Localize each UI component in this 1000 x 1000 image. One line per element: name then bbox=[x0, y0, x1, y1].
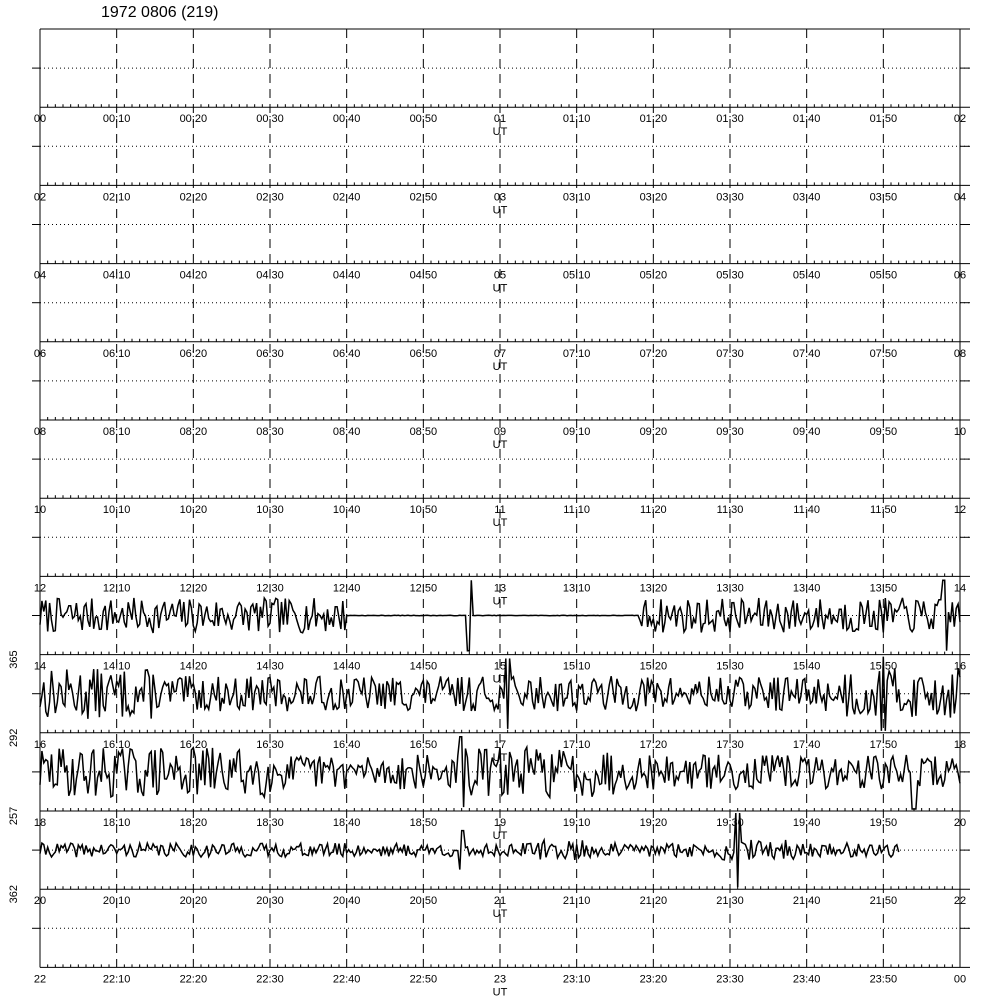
tick-label: 13:40 bbox=[792, 582, 821, 595]
tick-label: 05:30 bbox=[716, 269, 744, 282]
tick-label: 09:40 bbox=[792, 426, 821, 438]
tick-label: 09:10 bbox=[562, 426, 591, 438]
tick-label: 17:30 bbox=[716, 738, 744, 751]
tick-label: 04:10 bbox=[102, 269, 131, 282]
tick-label: 00 bbox=[953, 973, 967, 986]
tick-label: 14:20 bbox=[179, 660, 208, 673]
tick-label: 10:30 bbox=[256, 504, 284, 517]
tick-label: 13:50 bbox=[869, 582, 898, 595]
tick-label: 01 bbox=[493, 113, 507, 126]
tick-label: 11:10 bbox=[563, 504, 591, 517]
tick-label: 14:30 bbox=[256, 660, 284, 673]
tick-label: 22 bbox=[953, 895, 967, 908]
station-side-label: 257 bbox=[8, 806, 20, 826]
tick-label: 00:10 bbox=[102, 113, 131, 126]
tick-label: 09:30 bbox=[716, 426, 744, 438]
tick-label: 10:10 bbox=[102, 504, 131, 517]
tick-label: 18:30 bbox=[256, 817, 284, 829]
chart-title: 1972 0806 (219) bbox=[101, 4, 219, 21]
tick-label: 12 bbox=[953, 504, 967, 517]
tick-label: 17:50 bbox=[869, 738, 898, 751]
tick-label: 11:40 bbox=[793, 504, 821, 517]
tick-label: 06:20 bbox=[179, 347, 208, 360]
seismogram-trace bbox=[40, 813, 899, 887]
tick-label: 05:50 bbox=[869, 269, 898, 282]
tick-label: 05:20 bbox=[639, 269, 668, 282]
tick-label: 08:50 bbox=[409, 426, 438, 438]
tick-label: 06:50 bbox=[409, 347, 438, 360]
tick-label: 01:30 bbox=[716, 113, 744, 126]
tick-label: 15:40 bbox=[792, 660, 821, 673]
tick-label: 15:20 bbox=[639, 660, 668, 673]
tick-label: 22:40 bbox=[332, 973, 361, 986]
x-axis-label: UT bbox=[492, 830, 508, 842]
tick-label: 08:40 bbox=[332, 426, 361, 438]
x-axis-label: UT bbox=[492, 439, 508, 451]
tick-label: 14:50 bbox=[409, 660, 438, 673]
station-side-label: 362 bbox=[8, 885, 20, 904]
tick-label: 02:40 bbox=[332, 191, 361, 204]
tick-label: 00:50 bbox=[409, 113, 438, 126]
tick-label: 16:10 bbox=[102, 738, 131, 751]
tick-label: 10:50 bbox=[409, 504, 438, 517]
tick-label: 14:40 bbox=[332, 660, 361, 673]
tick-label: 17:10 bbox=[562, 738, 591, 751]
tick-label: 06 bbox=[33, 347, 47, 360]
tick-label: 02:10 bbox=[102, 191, 131, 204]
tick-label: 05 bbox=[493, 269, 507, 282]
tick-label: 11:30 bbox=[716, 504, 744, 517]
tick-label: 23:50 bbox=[869, 973, 898, 986]
tick-label: 02:20 bbox=[179, 191, 208, 204]
tick-label: 03:20 bbox=[639, 191, 668, 204]
tick-label: 21 bbox=[493, 895, 507, 908]
tick-label: 13:20 bbox=[639, 582, 668, 595]
tick-label: 21:20 bbox=[639, 895, 668, 908]
tick-label: 15:50 bbox=[869, 660, 898, 673]
tick-label: 19:20 bbox=[639, 817, 668, 829]
tick-label: 00 bbox=[33, 113, 47, 126]
tick-label: 00:20 bbox=[179, 113, 208, 126]
tick-label: 02 bbox=[33, 191, 47, 204]
tick-label: 17:20 bbox=[639, 738, 668, 751]
x-axis-label: UT bbox=[492, 204, 508, 217]
tick-label: 22:30 bbox=[256, 973, 284, 986]
tick-label: 07:30 bbox=[716, 347, 744, 360]
tick-label: 12:20 bbox=[179, 582, 208, 595]
tick-label: 18:50 bbox=[409, 817, 438, 829]
tick-label: 17:40 bbox=[792, 738, 821, 751]
tick-label: 12:30 bbox=[256, 582, 284, 595]
tick-label: 03:50 bbox=[869, 191, 898, 204]
tick-label: 06:30 bbox=[256, 347, 284, 360]
tick-label: 16:30 bbox=[256, 738, 284, 751]
x-axis-label: UT bbox=[492, 360, 508, 373]
x-axis-label: UT bbox=[492, 595, 508, 608]
x-axis-label: UT bbox=[492, 673, 508, 686]
tick-label: 19 bbox=[493, 817, 507, 829]
tick-label: 21:10 bbox=[562, 895, 591, 908]
tick-label: 21:40 bbox=[792, 895, 821, 908]
tick-label: 19:30 bbox=[716, 817, 744, 829]
tick-label: 21:50 bbox=[869, 895, 898, 908]
tick-label: 12:40 bbox=[332, 582, 361, 595]
tick-label: 02 bbox=[953, 113, 967, 126]
tick-label: 04 bbox=[33, 269, 47, 282]
tick-label: 15:30 bbox=[716, 660, 744, 673]
x-axis-label: UT bbox=[492, 908, 508, 921]
tick-label: 03:10 bbox=[562, 191, 591, 204]
tick-label: 07:20 bbox=[639, 347, 668, 360]
tick-label: 18 bbox=[953, 738, 967, 751]
tick-label: 13 bbox=[493, 582, 507, 595]
tick-label: 09:50 bbox=[869, 426, 898, 438]
tick-label: 07 bbox=[493, 347, 507, 360]
tick-label: 18 bbox=[33, 817, 47, 829]
tick-label: 16 bbox=[953, 660, 967, 673]
x-axis-label: UT bbox=[492, 517, 508, 530]
tick-label: 08:10 bbox=[102, 426, 131, 438]
tick-label: 00:30 bbox=[256, 113, 284, 126]
station-side-label: 292 bbox=[8, 728, 20, 747]
tick-label: 14 bbox=[33, 660, 47, 673]
tick-label: 09:20 bbox=[639, 426, 668, 438]
tick-label: 20:30 bbox=[256, 895, 284, 908]
tick-label: 06:40 bbox=[332, 347, 361, 360]
x-axis-label: UT bbox=[492, 751, 508, 764]
tick-label: 11:50 bbox=[869, 504, 897, 517]
tick-label: 08 bbox=[33, 426, 47, 438]
tick-label: 03 bbox=[493, 191, 507, 204]
station-side-label: 365 bbox=[8, 650, 20, 669]
tick-label: 19:10 bbox=[562, 817, 591, 829]
tick-label: 20:20 bbox=[179, 895, 208, 908]
tick-label: 09 bbox=[493, 426, 507, 438]
tick-label: 18:20 bbox=[179, 817, 208, 829]
tick-label: 11 bbox=[494, 504, 506, 517]
tick-label: 16:40 bbox=[332, 738, 361, 751]
x-axis-label: UT bbox=[492, 986, 508, 999]
tick-label: 00:40 bbox=[332, 113, 361, 126]
tick-label: 06:10 bbox=[102, 347, 131, 360]
tick-label: 12:10 bbox=[102, 582, 131, 595]
tick-label: 01:50 bbox=[869, 113, 898, 126]
tick-label: 16 bbox=[33, 738, 47, 751]
tick-label: 13:30 bbox=[716, 582, 744, 595]
tick-label: 20:40 bbox=[332, 895, 361, 908]
tick-label: 04:40 bbox=[332, 269, 361, 282]
tick-label: 22:10 bbox=[102, 973, 131, 986]
tick-label: 02:30 bbox=[256, 191, 284, 204]
tick-label: 23 bbox=[493, 973, 507, 986]
tick-label: 04:50 bbox=[409, 269, 438, 282]
tick-label: 10:40 bbox=[332, 504, 361, 517]
x-axis-label: UT bbox=[492, 126, 508, 139]
tick-label: 19:50 bbox=[869, 817, 898, 829]
tick-label: 17 bbox=[493, 738, 507, 751]
tick-label: 13:10 bbox=[562, 582, 591, 595]
tick-label: 23:20 bbox=[639, 973, 668, 986]
tick-label: 18:40 bbox=[332, 817, 361, 829]
tick-label: 10 bbox=[33, 504, 47, 517]
tick-label: 20:50 bbox=[409, 895, 438, 908]
tick-label: 16:20 bbox=[179, 738, 208, 751]
tick-label: 03:30 bbox=[716, 191, 744, 204]
tick-label: 15 bbox=[493, 660, 507, 673]
tick-label: 02:50 bbox=[409, 191, 438, 204]
tick-label: 10:20 bbox=[179, 504, 208, 517]
tick-label: 11:20 bbox=[639, 504, 667, 517]
tick-label: 04:20 bbox=[179, 269, 208, 282]
tick-label: 23:40 bbox=[792, 973, 821, 986]
tick-label: 23:30 bbox=[716, 973, 744, 986]
tick-label: 10 bbox=[953, 426, 967, 438]
tick-label: 06 bbox=[953, 269, 967, 282]
tick-label: 12 bbox=[33, 582, 47, 595]
tick-label: 19:40 bbox=[792, 817, 821, 829]
tick-label: 20:10 bbox=[102, 895, 131, 908]
tick-label: 08:30 bbox=[256, 426, 284, 438]
tick-label: 22 bbox=[33, 973, 47, 986]
tick-label: 07:50 bbox=[869, 347, 898, 360]
tick-label: 05:10 bbox=[562, 269, 591, 282]
tick-label: 05:40 bbox=[792, 269, 821, 282]
tick-label: 04 bbox=[953, 191, 967, 204]
tick-label: 04:30 bbox=[256, 269, 284, 282]
tick-label: 15:10 bbox=[562, 660, 591, 673]
tick-label: 08 bbox=[953, 347, 967, 360]
tick-label: 01:20 bbox=[639, 113, 668, 126]
tick-label: 12:50 bbox=[409, 582, 438, 595]
tick-label: 01:40 bbox=[792, 113, 821, 126]
tick-label: 18:10 bbox=[102, 817, 131, 829]
tick-label: 08:20 bbox=[179, 426, 208, 438]
tick-label: 22:50 bbox=[409, 973, 438, 986]
x-axis-label: UT bbox=[492, 282, 508, 295]
tick-label: 07:10 bbox=[562, 347, 591, 360]
tick-label: 07:40 bbox=[792, 347, 821, 360]
tick-label: 01:10 bbox=[562, 113, 591, 126]
tick-label: 23:10 bbox=[562, 973, 591, 986]
tick-label: 20 bbox=[953, 817, 967, 829]
tick-label: 03:40 bbox=[792, 191, 821, 204]
tick-label: 14 bbox=[953, 582, 967, 595]
tick-label: 22:20 bbox=[179, 973, 208, 986]
tick-label: 16:50 bbox=[409, 738, 438, 751]
tick-label: 21:30 bbox=[716, 895, 744, 908]
tick-label: 20 bbox=[33, 895, 47, 908]
tick-label: 14:10 bbox=[102, 660, 131, 673]
